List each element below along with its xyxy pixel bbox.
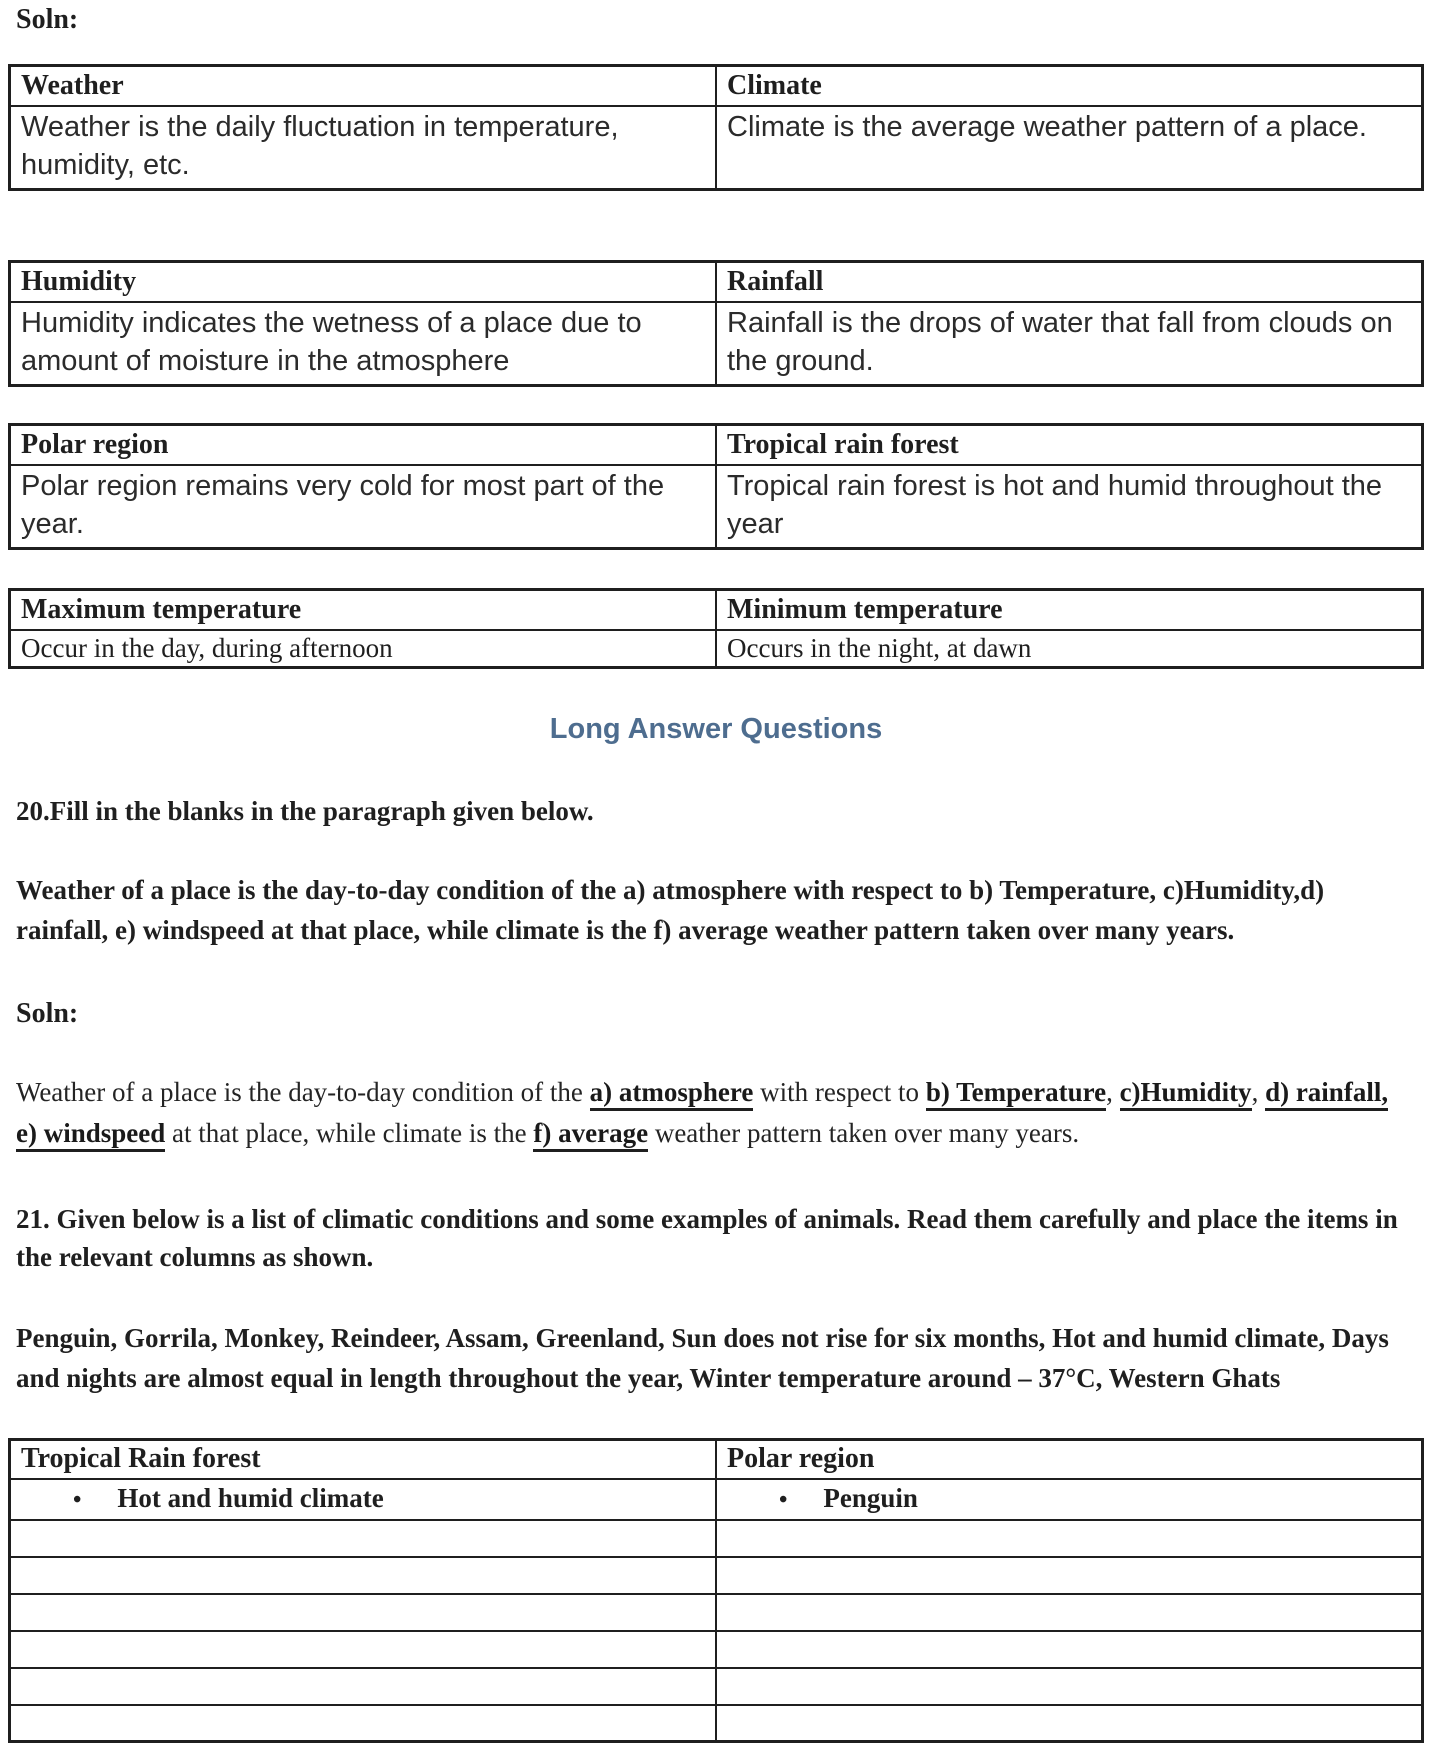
bullet-icon: • xyxy=(73,1487,82,1513)
header-cell-climate: Climate xyxy=(716,66,1423,107)
header-cell-tropical-rain-forest-column: Tropical Rain forest xyxy=(10,1440,717,1479)
empty-cell xyxy=(716,1557,1423,1594)
classification-table xyxy=(8,1438,1424,1743)
table-header-row xyxy=(10,66,1423,107)
question-21-title: 21. Given below is a list of climatic conditions and some examples of animals. Read them carefully and place the items in the relevant columns as shown. xyxy=(16,1204,1398,1272)
body-cell-polar-region: Polar region remains very cold for most part of the year. xyxy=(10,465,717,549)
classification-header-row xyxy=(10,1440,1423,1479)
table-body-row xyxy=(10,465,1423,549)
question-20-soln-label: Soln: xyxy=(16,998,79,1029)
header-cell-rainfall: Rainfall xyxy=(716,262,1423,303)
definition-table-weather-climate xyxy=(8,64,1424,191)
answer-blank: f) average xyxy=(533,1118,648,1152)
empty-cell xyxy=(10,1594,717,1631)
table-body-row xyxy=(10,302,1423,386)
empty-cell xyxy=(716,1705,1423,1742)
classification-empty-row xyxy=(10,1520,1423,1557)
header-cell-weather: Weather xyxy=(10,66,717,107)
definition-table-polar-tropical xyxy=(8,423,1424,550)
bullet-item-label: Hot and humid climate xyxy=(117,1483,384,1513)
answer-blank: d) rainfall, e) windspeed xyxy=(16,1077,1388,1152)
header-cell-minimum-temperature: Minimum temperature xyxy=(716,590,1423,631)
question-20-paragraph: Weather of a place is the day-to-day condition of the a) atmosphere with respect to b) Temperature, c)Humidity,d) rainfall, e) windspeed at that place, while climate is the f) average weather pattern taken over many years. xyxy=(16,875,1325,945)
solution-header: Soln: xyxy=(16,4,79,35)
body-cell-maximum-temperature: Occur in the day, during afternoon xyxy=(10,630,717,668)
body-cell-minimum-temperature: Occurs in the night, at dawn xyxy=(716,630,1423,668)
empty-cell xyxy=(10,1705,717,1742)
header-cell-polar-region: Polar region xyxy=(10,425,717,466)
empty-cell xyxy=(10,1520,717,1557)
body-cell-rainfall: Rainfall is the drops of water that fall from clouds on the ground. xyxy=(716,302,1423,386)
table-header-row xyxy=(10,590,1423,631)
classification-empty-row xyxy=(10,1557,1423,1594)
definition-table-humidity-rainfall xyxy=(8,260,1424,387)
bullet-item-cell-tropical xyxy=(10,1479,717,1520)
header-cell-tropical-rain-forest: Tropical rain forest xyxy=(716,425,1423,466)
classification-table-body xyxy=(10,1440,1423,1742)
classification-empty-row xyxy=(10,1594,1423,1631)
empty-cell xyxy=(716,1520,1423,1557)
empty-cell xyxy=(716,1594,1423,1631)
question-20-title: 20.Fill in the blanks in the paragraph given below. xyxy=(16,796,594,826)
header-cell-humidity: Humidity xyxy=(10,262,717,303)
body-cell-weather: Weather is the daily fluctuation in temperature, humidity, etc. xyxy=(10,106,717,190)
bullet-item-cell-polar xyxy=(716,1479,1423,1520)
body-cell-climate: Climate is the average weather pattern of a place. xyxy=(716,106,1423,190)
question-21-items-list: Penguin, Gorrila, Monkey, Reindeer, Assam, Greenland, Sun does not rise for six months, Hot and humid climate, Days and nights are almost equal in length throughout the year, Winter temperature around – 37°C, Western Ghats xyxy=(16,1323,1389,1393)
header-cell-maximum-temperature: Maximum temperature xyxy=(10,590,717,631)
answer-text: at that place, while climate is the xyxy=(165,1118,534,1148)
body-cell-humidity: Humidity indicates the wetness of a place due to amount of moisture in the atmosphere xyxy=(10,302,717,386)
answer-blank: a) atmosphere xyxy=(590,1077,754,1111)
empty-cell xyxy=(10,1557,717,1594)
bullet-icon: • xyxy=(779,1487,788,1513)
table-body-row xyxy=(10,106,1423,190)
section-heading-long-answer-questions: Long Answer Questions xyxy=(549,713,883,745)
classification-empty-row xyxy=(10,1705,1423,1742)
definition-table-max-min-temperature xyxy=(8,588,1424,669)
bullet-item-label: Penguin xyxy=(823,1483,918,1513)
answer-text: , xyxy=(1106,1077,1120,1107)
answer-text: weather pattern taken over many years. xyxy=(648,1118,1080,1148)
table-header-row xyxy=(10,262,1423,303)
answer-text: with respect to xyxy=(753,1077,926,1107)
table-header-row xyxy=(10,425,1423,466)
classification-filled-row xyxy=(10,1479,1423,1520)
answer-text: , xyxy=(1251,1077,1266,1107)
classification-empty-row xyxy=(10,1631,1423,1668)
question-20-answer-paragraph xyxy=(8,1072,1424,1154)
header-cell-polar-region-column: Polar region xyxy=(716,1440,1423,1479)
answer-blank: b) Temperature xyxy=(926,1077,1106,1111)
body-cell-tropical-rain-forest: Tropical rain forest is hot and humid throughout the year xyxy=(716,465,1423,549)
answer-blank: c)Humidity xyxy=(1120,1077,1252,1111)
empty-cell xyxy=(10,1631,717,1668)
table-body-row xyxy=(10,630,1423,668)
empty-cell xyxy=(716,1631,1423,1668)
answer-text: Weather of a place is the day-to-day condition of the xyxy=(16,1077,590,1107)
